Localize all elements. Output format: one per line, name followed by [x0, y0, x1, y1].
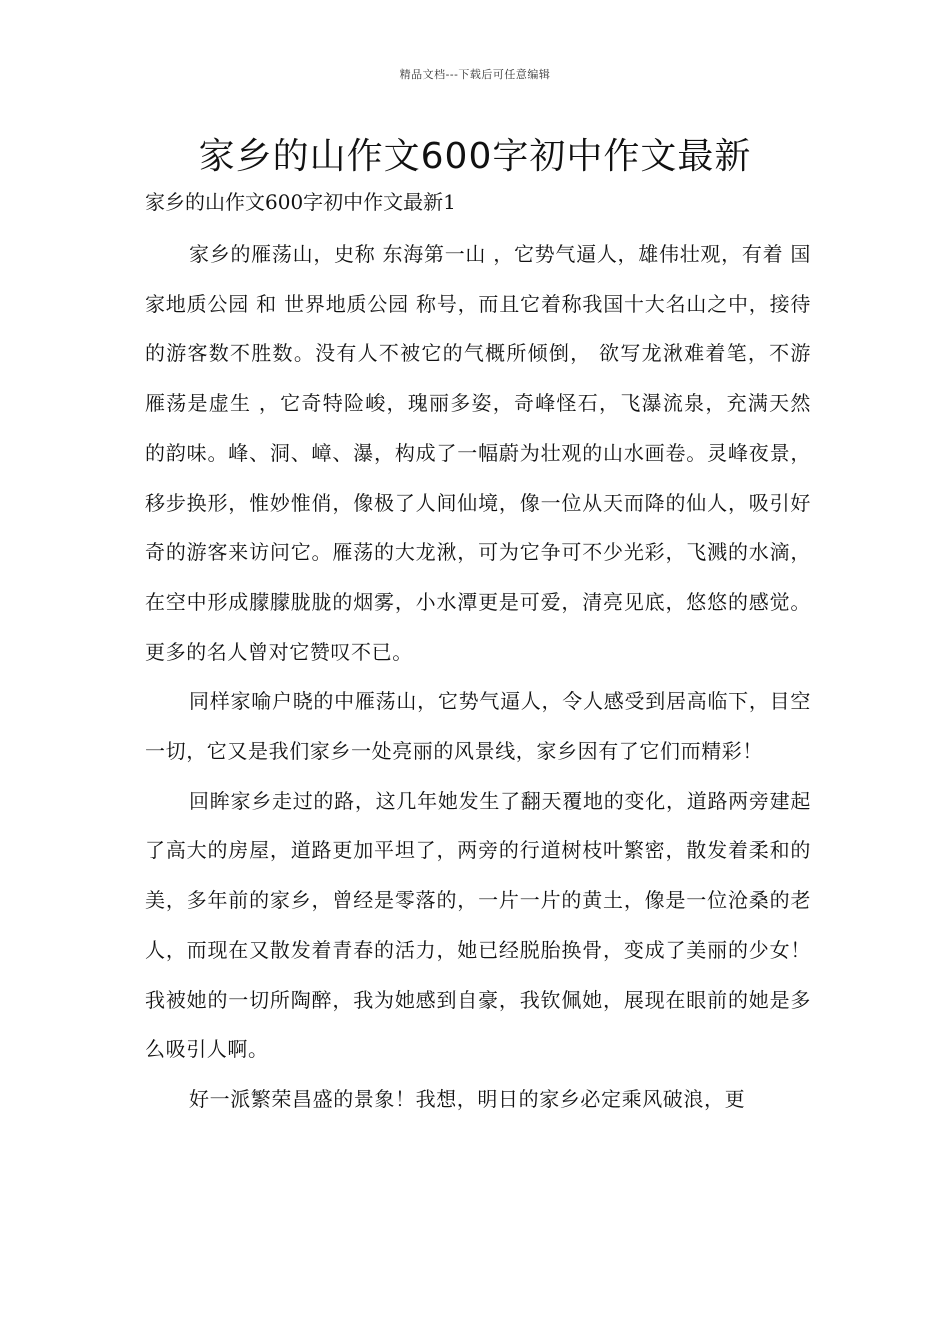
- document-subtitle: 家乡的山作文600字初中作文最新1: [145, 190, 456, 214]
- paragraph: 回眸家乡走过的路，这几年她发生了翻天覆地的变化，道路两旁建起了高大的房屋，道路更加平坦了，两旁的行道树枝叶繁密，散发着柔和的美，多年前的家乡，曾经是零落的，一片一片的黄土，像是一位沧桑的老人，而现在又散发着青春的活力，她已经脱胎换骨，变成了美丽的少女！我被她的一切所陶醉，我为她感到自豪，我钦佩她，展现在眼前的她是多么吸引人啊。: [145, 788, 811, 1062]
- document-title: 家乡的山作文600字初中作文最新: [198, 136, 752, 177]
- paragraph: 同样家喻户晓的中雁荡山，它势气逼人，令人感受到居高临下，目空一切，它又是我们家乡一处亮丽的风景线，家乡因有了它们而精彩！: [145, 689, 811, 764]
- document-body: [145, 230, 811, 1125]
- paragraph: 好一派繁荣昌盛的景象！我想，明日的家乡必定乘风破浪，更: [189, 1086, 746, 1111]
- paragraph: 家乡的雁荡山，史称 东海第一山 ，它势气逼人，雄伟壮观，有着 国家地质公园 和 世界地质公园 称号，而且它着称我国十大名山之中，接待的游客数不胜数。没有人不被它的气概所倾倒， 欲写龙湫难着笔，不游雁荡是虚生 ，它奇特险峻，瑰丽多姿，奇峰怪石，飞瀑流泉，充满天然的韵味。峰、洞、嶂、瀑，构成了一幅蔚为壮观的山水画卷。灵峰夜景，移步换形，惟妙惟俏，像极了人间仙境，像一位从天而降的仙人，吸引好奇的游客来访问它。雁荡的大龙湫，可为它争可不少光彩，飞溅的水滴，在空中形成朦朦胧胧的烟雾，小水潭更是可爱，清亮见底，悠悠的感觉。更多的名人曾对它赞叹不已。: [145, 242, 811, 664]
- header-note: 精品文档---下载后可任意编辑: [399, 68, 551, 81]
